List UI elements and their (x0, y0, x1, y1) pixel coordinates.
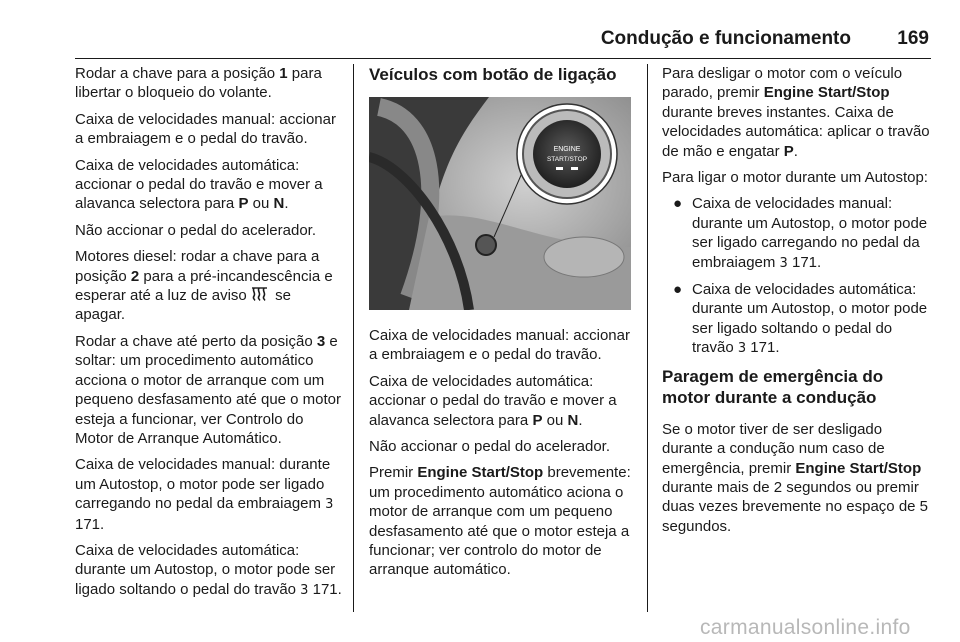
button-label: ENGINE (553, 146, 581, 153)
chapter-title: Condução e funcionamento (600, 28, 851, 49)
paragraph: Caixa de velocidades manual: accionar a embraiagem e o pedal do travão. (369, 327, 630, 364)
paragraph: Caixa de velocidades manual: durante um Autostop, o motor pode ser ligado carregando no pedal da embraiagem 3 171. (75, 456, 334, 533)
button-label: START/STOP (546, 156, 588, 163)
bullet-icon: ● (673, 281, 683, 299)
list-item: ● Caixa de velocidades automática: durante um Autostop, o motor pode ser ligado soltando o pedal do travão 3 171. (673, 281, 928, 357)
page-number: 169 (897, 28, 929, 49)
paragraph: Não accionar o pedal do acelerador. (369, 438, 610, 456)
column-2 (369, 64, 635, 587)
paragraph: Caixa de velocidades automática: accionar o pedal do travão e mover a alavanca selectora para P ou N. (75, 156, 323, 213)
column-divider (353, 64, 354, 612)
paragraph: Não accionar o pedal do acelerador. (75, 221, 316, 239)
watermark: carmanualsonline.info (700, 616, 911, 639)
page-reference-icon: 3 (325, 497, 334, 513)
column-divider (647, 64, 648, 612)
bullet-icon: ● (673, 195, 683, 213)
section-heading: Veículos com botão de ligação (369, 65, 617, 84)
page-reference-icon: 3 (300, 582, 309, 598)
paragraph: Se o motor tiver de ser desligado durante a condução num caso de emergência, premir Engine Start/Stop durante mais de 2 segundos ou premir duas vezes brevemente no espaço de 5 segundos. (662, 420, 929, 535)
paragraph: Para desligar o motor com o veículo parado, premir Engine Start/Stop durante breves instantes. Caixa de velocidades automática: aplicar o travão de mão e engatar P. (662, 65, 930, 160)
page-header (75, 28, 931, 56)
glow-plug-warning-icon (251, 287, 271, 301)
paragraph: Rodar a chave até perto da posição 3 e soltar: um procedimento automático acciona o motor de arranque com um pequeno desfasamento até que o motor esteja a funcionar, ver Controlo do Motor de Arranque Automático. (75, 332, 342, 447)
section-heading: Paragem de emergência do motor durante a condução (662, 366, 884, 407)
paragraph: Motores diesel: rodar a chave para a posição 2 para a pré-incandescência e esperar até a luz de aviso se apagar. (75, 248, 333, 324)
column-1 (75, 64, 345, 607)
page-reference-icon: 3 (779, 255, 788, 271)
header-divider (75, 58, 931, 59)
paragraph: Premir Engine Start/Stop brevemente: um procedimento automático aciona o motor de arranque com um pequeno desfasamento até que o motor esteja a funcionar; ver controlo do motor de arranque automático. (369, 464, 631, 579)
paragraph: Caixa de velocidades manual: accionar a embraiagem e o pedal do travão. (75, 110, 336, 148)
page-reference-icon: 3 (737, 341, 747, 357)
paragraph: Caixa de velocidades automática: durante um Autostop, o motor pode ser ligado soltando o pedal do travão 3 171. (75, 541, 342, 598)
paragraph: Caixa de velocidades automática: accionar o pedal do travão e mover a alavanca selectora para P ou N. (369, 372, 617, 429)
paragraph: Rodar a chave para a posição 1 para libertar o bloqueio do volante. (75, 65, 322, 102)
list-item: ● Caixa de velocidades manual: durante um Autostop, o motor pode ser ligado carregando no pedal da embraiagem 3 171. (673, 195, 928, 271)
engine-start-button-illustration (369, 97, 631, 310)
column-3 (662, 64, 934, 543)
paragraph: Para ligar o motor durante um Autostop: (662, 169, 928, 187)
